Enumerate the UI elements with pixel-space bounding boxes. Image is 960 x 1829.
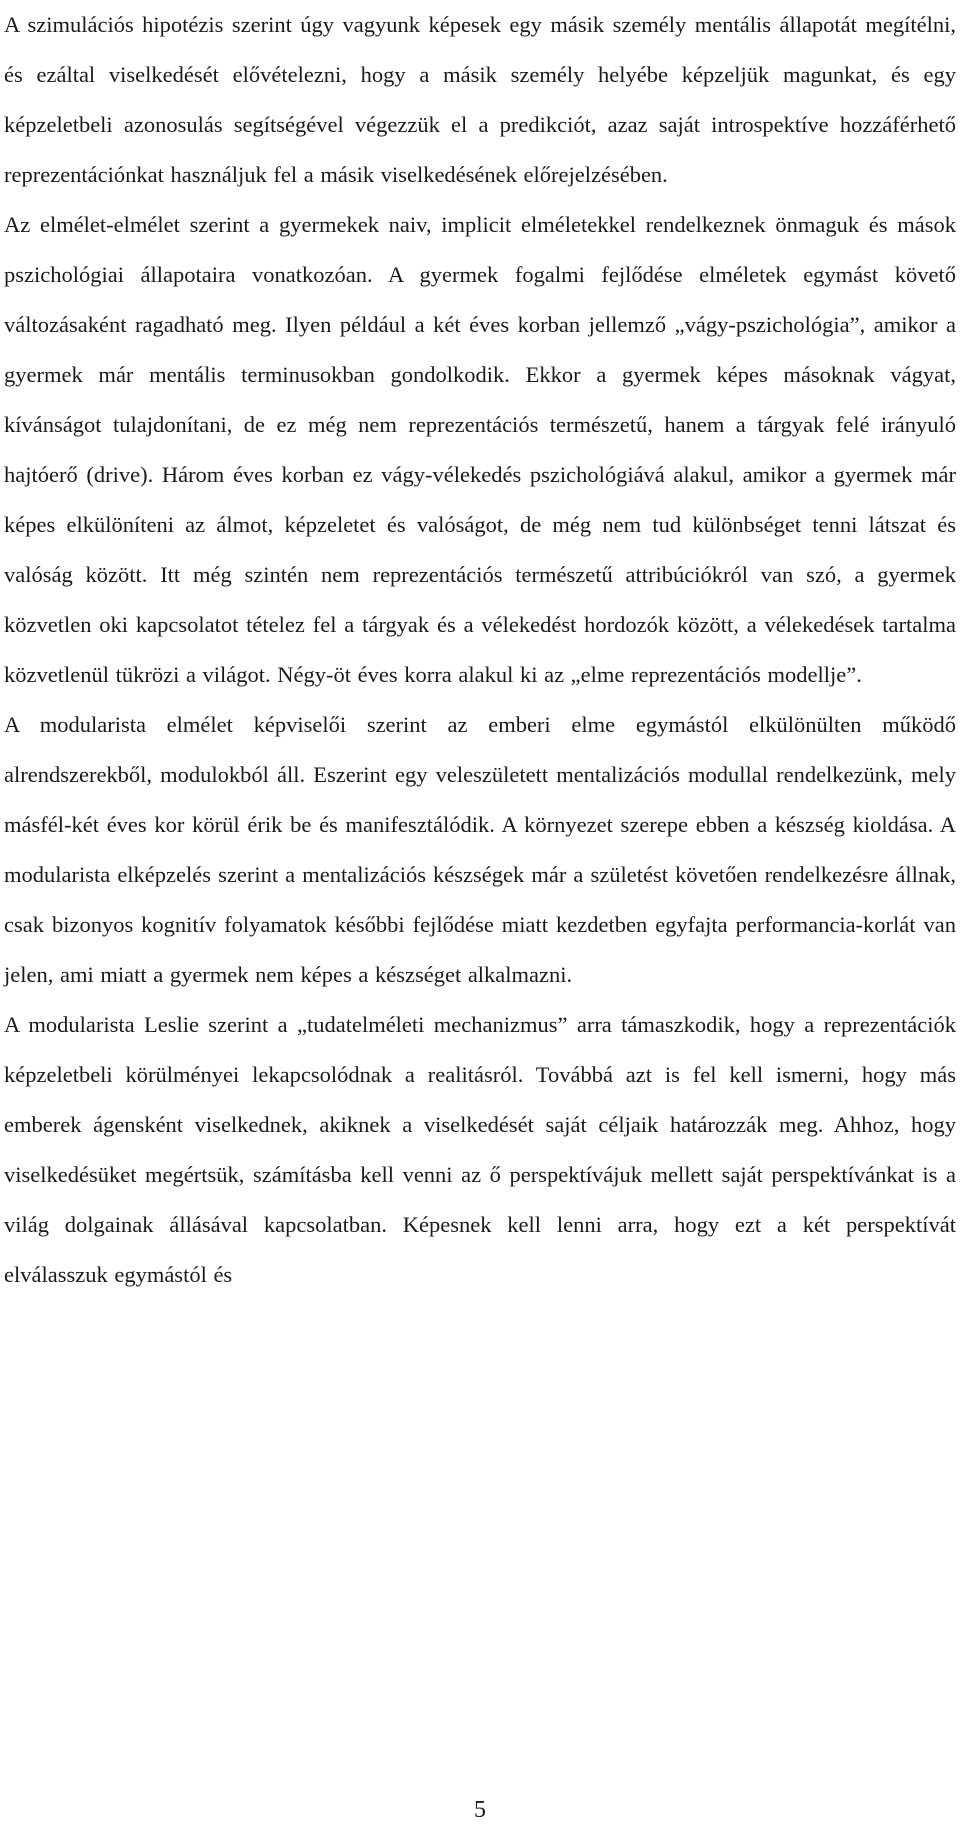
paragraph-modularist-theory: A modularista elmélet képviselői szerint az emberi elme egymástól elkülönülten működő alrendszerekből, modulokból áll. Eszerint egy veleszületett mentalizációs modullal rendelkezünk, mely másfél-két éves kor körül érik be és manifesztálódik. A környezet szerepe ebben a készség kioldása. A modularista elképzelés szerint a mentalizációs készségek már a születést követően rendelkezésre állnak, csak bizonyos kognitív folyamatok későbbi fejlődése miatt kezdetben egyfajta performancia-korlát van jelen, ami miatt a gyermek nem képes a készséget alkalmazni. bbox=[4, 712, 956, 987]
paragraph-simulation-hypothesis: A szimulációs hipotézis szerint úgy vagyunk képesek egy másik személy mentális állapotát megítélni, és ezáltal viselkedését elővételezni, hogy a másik személy helyébe képzeljük magunkat, és egy képzeletbeli azonosulás segítségével végezzük el a predikciót, azaz saját introspektíve hozzáférhető reprezentációnkat használjuk fel a másik viselkedésének előrejelzésében. bbox=[4, 12, 956, 187]
paragraph-leslie: A modularista Leslie szerint a „tudatelméleti mechanizmus” arra támaszkodik, hogy a reprezentációk képzeletbeli körülményei lekapcsolódnak a realitásról. Továbbá azt is fel kell ismerni, hogy más emberek ágensként viselkednek, akiknek a viselkedését saját céljaik határozzák meg. Ahhoz, hogy viselkedésüket megértsük, számításba kell venni az ő perspektívájuk mellett saját perspektívánkat is a világ dolgainak állásával kapcsolatban. Képesnek kell lenni arra, hogy ezt a két perspektívát elválasszuk egymástól és bbox=[4, 1012, 956, 1287]
page-number: 5 bbox=[474, 1797, 486, 1823]
paragraph-theory-theory: Az elmélet-elmélet szerint a gyermekek naiv, implicit elméletekkel rendelkeznek önmaguk és mások pszichológiai állapotaira vonatkozóan. A gyermek fogalmi fejlődése elméletek egymást követő változásaként ragadható meg. Ilyen például a két éves korban jellemző „vágy-pszichológia”, amikor a gyermek már mentális terminusokban gondolkodik. Ekkor a gyermek képes másoknak vágyat, kívánságot tulajdonítani, de ez még nem reprezentációs természetű, hanem a tárgyak felé irányuló hajtóerő (drive). Három éves korban ez vágy-vélekedés pszichológiává alakul, amikor a gyermek már képes elkülöníteni az álmot, képzeletet és valóságot, de még nem tud különbséget tenni látszat és valóság között. Itt még szintén nem reprezentációs természetű attribúciókról van szó, a gyermek közvetlen oki kapcsolatot tételez fel a tárgyak és a vélekedést hordozók között, a vélekedések tartalma közvetlenül tükrözi a világot. Négy-öt éves korra alakul ki az „elme reprezentációs modellje”. bbox=[4, 212, 956, 687]
body-text bbox=[4, 0, 956, 1300]
